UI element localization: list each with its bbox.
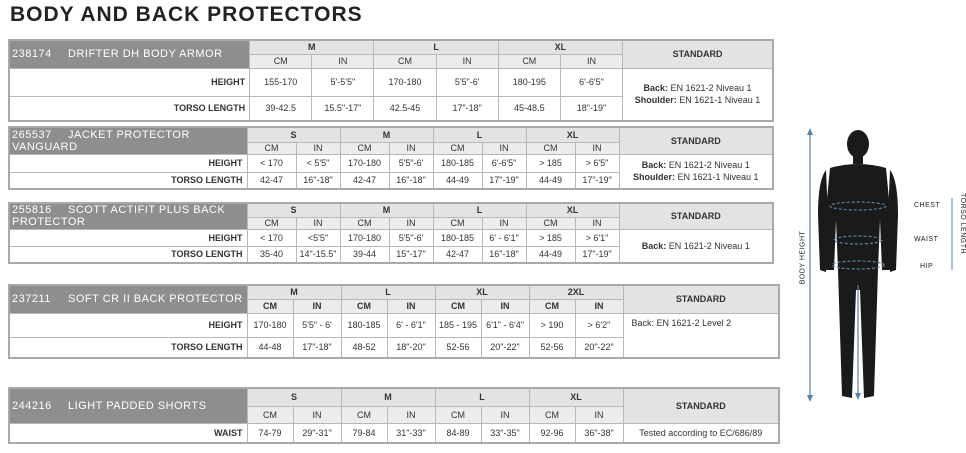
table-cell: 84-89 (435, 423, 481, 443)
table-cell: 39-42.5 (250, 96, 312, 121)
standard-text: Tested according to EC/686/89 (639, 427, 763, 438)
unit-header: CM (526, 217, 575, 229)
unit-header: CM (529, 406, 575, 423)
table-cell: 6'-6'5" (560, 68, 622, 96)
table-cell: 180-185 (341, 313, 387, 337)
table-row (9, 68, 773, 96)
table-cell: > 6'1" (575, 229, 619, 246)
size-table-238174 (8, 39, 774, 122)
unit-header: CM (247, 406, 293, 423)
table-cell: 18"-19" (560, 96, 622, 121)
size-header: L (341, 285, 435, 299)
table-cell: 16"-18" (296, 172, 340, 189)
table-row (9, 229, 773, 246)
size-header: XL (498, 40, 622, 54)
standard-value (619, 229, 773, 263)
standard-header: STANDARD (619, 203, 773, 229)
table-cell: 20"-22" (575, 337, 623, 358)
standard-label: Back: (641, 160, 667, 171)
standard-value (623, 68, 773, 121)
table-cell: 17"-18" (436, 96, 498, 121)
table-cell: 6'-6'5" (482, 154, 526, 172)
size-table-237211 (8, 284, 780, 359)
chest-label: CHEST (914, 202, 941, 209)
table-cell: > 6'5" (575, 154, 619, 172)
standard-header: STANDARD (623, 40, 773, 68)
standard-line (620, 171, 773, 183)
unit-header: CM (340, 217, 389, 229)
table-cell: 42-47 (433, 246, 482, 263)
body-measurement-figure (790, 120, 966, 410)
table-cell: 185 - 195 (435, 313, 481, 337)
table-cell: 17"-19" (575, 172, 619, 189)
standard-text: EN 1621-2 Niveau 1 (666, 240, 750, 251)
standard-label: Shoulder: (634, 95, 677, 106)
table-cell: 16"-18" (482, 246, 526, 263)
unit-header: IN (560, 54, 622, 68)
standard-line (620, 240, 773, 252)
table-cell: 17"-18" (293, 337, 341, 358)
product-name: JACKET PROTECTOR VANGUARD (12, 128, 190, 153)
product-name: DRIFTER DH BODY ARMOR (68, 48, 223, 61)
size-header: S (247, 388, 341, 406)
row-label: TORSO LENGTH (9, 337, 247, 358)
unit-header: IN (575, 217, 619, 229)
table-cell: > 190 (529, 313, 575, 337)
unit-header: IN (436, 54, 498, 68)
unit-header: CM (341, 406, 387, 423)
size-table-244216 (8, 387, 780, 444)
standard-line (623, 94, 772, 106)
product-id: 244216 (12, 399, 52, 412)
size-header: 2XL (529, 285, 623, 299)
product-name: LIGHT PADDED SHORTS (68, 399, 207, 412)
unit-header: CM (340, 142, 389, 154)
unit-header: CM (433, 217, 482, 229)
table-cell: > 185 (526, 154, 575, 172)
size-header: S (247, 203, 340, 217)
unit-header: CM (435, 406, 481, 423)
unit-header: IN (575, 406, 623, 423)
table-cell: 170-180 (340, 229, 389, 246)
size-header: XL (526, 127, 619, 142)
row-label: TORSO LENGTH (9, 172, 247, 189)
table-row (9, 154, 773, 172)
table-cell: 170-180 (374, 68, 436, 96)
table-cell: 5'5"-6' (389, 229, 433, 246)
table-cell: 170-180 (340, 154, 389, 172)
table-cell: < 170 (247, 229, 296, 246)
table-cell: 180-185 (433, 154, 482, 172)
table-cell: 6' - 6'1" (482, 229, 526, 246)
row-label: HEIGHT (9, 68, 250, 96)
row-label: HEIGHT (9, 313, 247, 337)
standard-line (632, 314, 779, 329)
size-header: L (374, 40, 498, 54)
unit-header: IN (296, 217, 340, 229)
unit-header: IN (482, 217, 526, 229)
table-cell: < 170 (247, 154, 296, 172)
unit-header: CM (341, 299, 387, 313)
table-cell: 180-195 (498, 68, 560, 96)
unit-header: IN (481, 299, 529, 313)
product-id: 237211 (12, 293, 51, 306)
table-cell: > 6'2" (575, 313, 623, 337)
unit-header: IN (293, 406, 341, 423)
row-label: HEIGHT (9, 229, 247, 246)
body-height-label: BODY HEIGHT (799, 230, 807, 285)
table-cell: 35-40 (247, 246, 296, 263)
table-cell: 18"-20" (387, 337, 435, 358)
row-label: WAIST (9, 423, 247, 443)
unit-header: CM (526, 142, 575, 154)
size-header: M (341, 388, 435, 406)
size-header: L (433, 203, 526, 217)
table-cell: 44-49 (526, 246, 575, 263)
table-cell: 6'1" - 6'4" (481, 313, 529, 337)
table-cell: 170-180 (247, 313, 293, 337)
table-cell: 44-48 (247, 337, 293, 358)
table-cell: 44-49 (526, 172, 575, 189)
unit-header: IN (296, 142, 340, 154)
table-cell: 33"-35" (481, 423, 529, 443)
table-cell: 155-170 (250, 68, 312, 96)
unit-header: CM (374, 54, 436, 68)
table-cell: 17"-19" (575, 246, 619, 263)
size-header: XL (526, 203, 619, 217)
row-label: TORSO LENGTH (9, 96, 250, 121)
standard-header: STANDARD (623, 388, 779, 423)
table-cell: 52-56 (529, 337, 575, 358)
table-cell: 42-47 (340, 172, 389, 189)
table-cell: 5'5"-6' (389, 154, 433, 172)
table-cell: 44-49 (433, 172, 482, 189)
standard-value (623, 313, 779, 358)
table-cell: 45-48.5 (498, 96, 560, 121)
size-header: M (340, 127, 433, 142)
table-cell: 5'-5'5" (312, 68, 374, 96)
product-id: 255816 (12, 204, 52, 217)
table-row (9, 423, 779, 443)
standard-label: Back: (641, 240, 667, 251)
table-cell: 42-47 (247, 172, 296, 189)
page-title: BODY AND BACK PROTECTORS (10, 3, 363, 26)
product-name: SCOTT ACTIFIT PLUS BACK PROTECTOR (12, 204, 226, 229)
unit-header: IN (389, 142, 433, 154)
unit-header: CM (247, 299, 293, 313)
unit-header: IN (482, 142, 526, 154)
waist-label: WAIST (914, 236, 939, 243)
product-title (9, 285, 247, 313)
size-header: XL (435, 285, 529, 299)
row-label: TORSO LENGTH (9, 246, 247, 263)
size-header: L (433, 127, 526, 142)
unit-header: CM (529, 299, 575, 313)
size-header: S (247, 127, 340, 142)
size-table-255816 (8, 202, 774, 264)
product-title (9, 203, 247, 229)
standard-line (620, 159, 773, 171)
standard-value (623, 423, 779, 443)
product-title (9, 127, 247, 154)
table-cell: 52-56 (435, 337, 481, 358)
unit-header: CM (435, 299, 481, 313)
table-cell: 6' - 6'1" (387, 313, 435, 337)
unit-header: IN (387, 299, 435, 313)
table-cell: 29"-31" (293, 423, 341, 443)
table-cell: 5'5"-6' (436, 68, 498, 96)
table-cell: 15.5"-17" (312, 96, 374, 121)
standard-text: EN 1621-1 Niveau 1 (675, 172, 759, 183)
table-cell: 92-96 (529, 423, 575, 443)
size-header: L (435, 388, 529, 406)
table-cell: 79-84 (341, 423, 387, 443)
table-cell: 17"-19" (482, 172, 526, 189)
unit-header: CM (250, 54, 312, 68)
body-silhouette-icon (790, 120, 960, 410)
unit-header: CM (433, 142, 482, 154)
size-header: M (247, 285, 341, 299)
table-cell: 39-44 (340, 246, 389, 263)
table-cell: 15"-17" (389, 246, 433, 263)
standard-text: EN 1621-2 Niveau 1 (668, 83, 752, 94)
standard-header: STANDARD (619, 127, 773, 154)
table-cell: 5'5" - 6' (293, 313, 341, 337)
product-id: 238174 (12, 48, 52, 61)
product-title (9, 40, 250, 68)
standard-label: Shoulder: (633, 172, 675, 183)
table-cell: > 185 (526, 229, 575, 246)
standard-text: EN 1621-1 Niveau 1 (676, 95, 761, 106)
product-name: SOFT CR II BACK PROTECTOR (68, 293, 243, 306)
table-cell: 16"-18" (389, 172, 433, 189)
standard-line (623, 82, 772, 94)
unit-header: IN (389, 217, 433, 229)
size-header: XL (529, 388, 623, 406)
table-cell: 31"-33" (387, 423, 435, 443)
table-cell: 74-79 (247, 423, 293, 443)
standard-line (624, 427, 779, 439)
table-cell: 48-52 (341, 337, 387, 358)
standard-header: STANDARD (623, 285, 779, 313)
product-id: 265537 (12, 128, 52, 141)
table-cell: <5'5" (296, 229, 340, 246)
standard-value (619, 154, 773, 189)
table-cell: 20"-22" (481, 337, 529, 358)
table-cell: 42.5-45 (374, 96, 436, 121)
table-row (9, 313, 779, 337)
standard-text: Back: EN 1621-2 Level 2 (631, 317, 732, 328)
product-title (9, 388, 247, 423)
row-label: HEIGHT (9, 154, 247, 172)
table-cell: 14"-15.5" (296, 246, 340, 263)
torso-length-label: TORSO LENGTH (959, 192, 966, 255)
unit-header: IN (481, 406, 529, 423)
unit-header: IN (575, 142, 619, 154)
unit-header: IN (387, 406, 435, 423)
hip-label: HIP (920, 263, 934, 270)
size-table-265537 (8, 126, 774, 190)
standard-text: EN 1621-2 Niveau 1 (666, 160, 750, 171)
size-header: M (250, 40, 374, 54)
unit-header: IN (575, 299, 623, 313)
size-header: M (340, 203, 433, 217)
table-cell: 36"-38" (575, 423, 623, 443)
standard-label: Back: (643, 83, 668, 94)
table-cell: < 5'5" (296, 154, 340, 172)
table-cell: 180-185 (433, 229, 482, 246)
unit-header: CM (498, 54, 560, 68)
unit-header: CM (247, 142, 296, 154)
unit-header: CM (247, 217, 296, 229)
unit-header: IN (312, 54, 374, 68)
unit-header: IN (293, 299, 341, 313)
